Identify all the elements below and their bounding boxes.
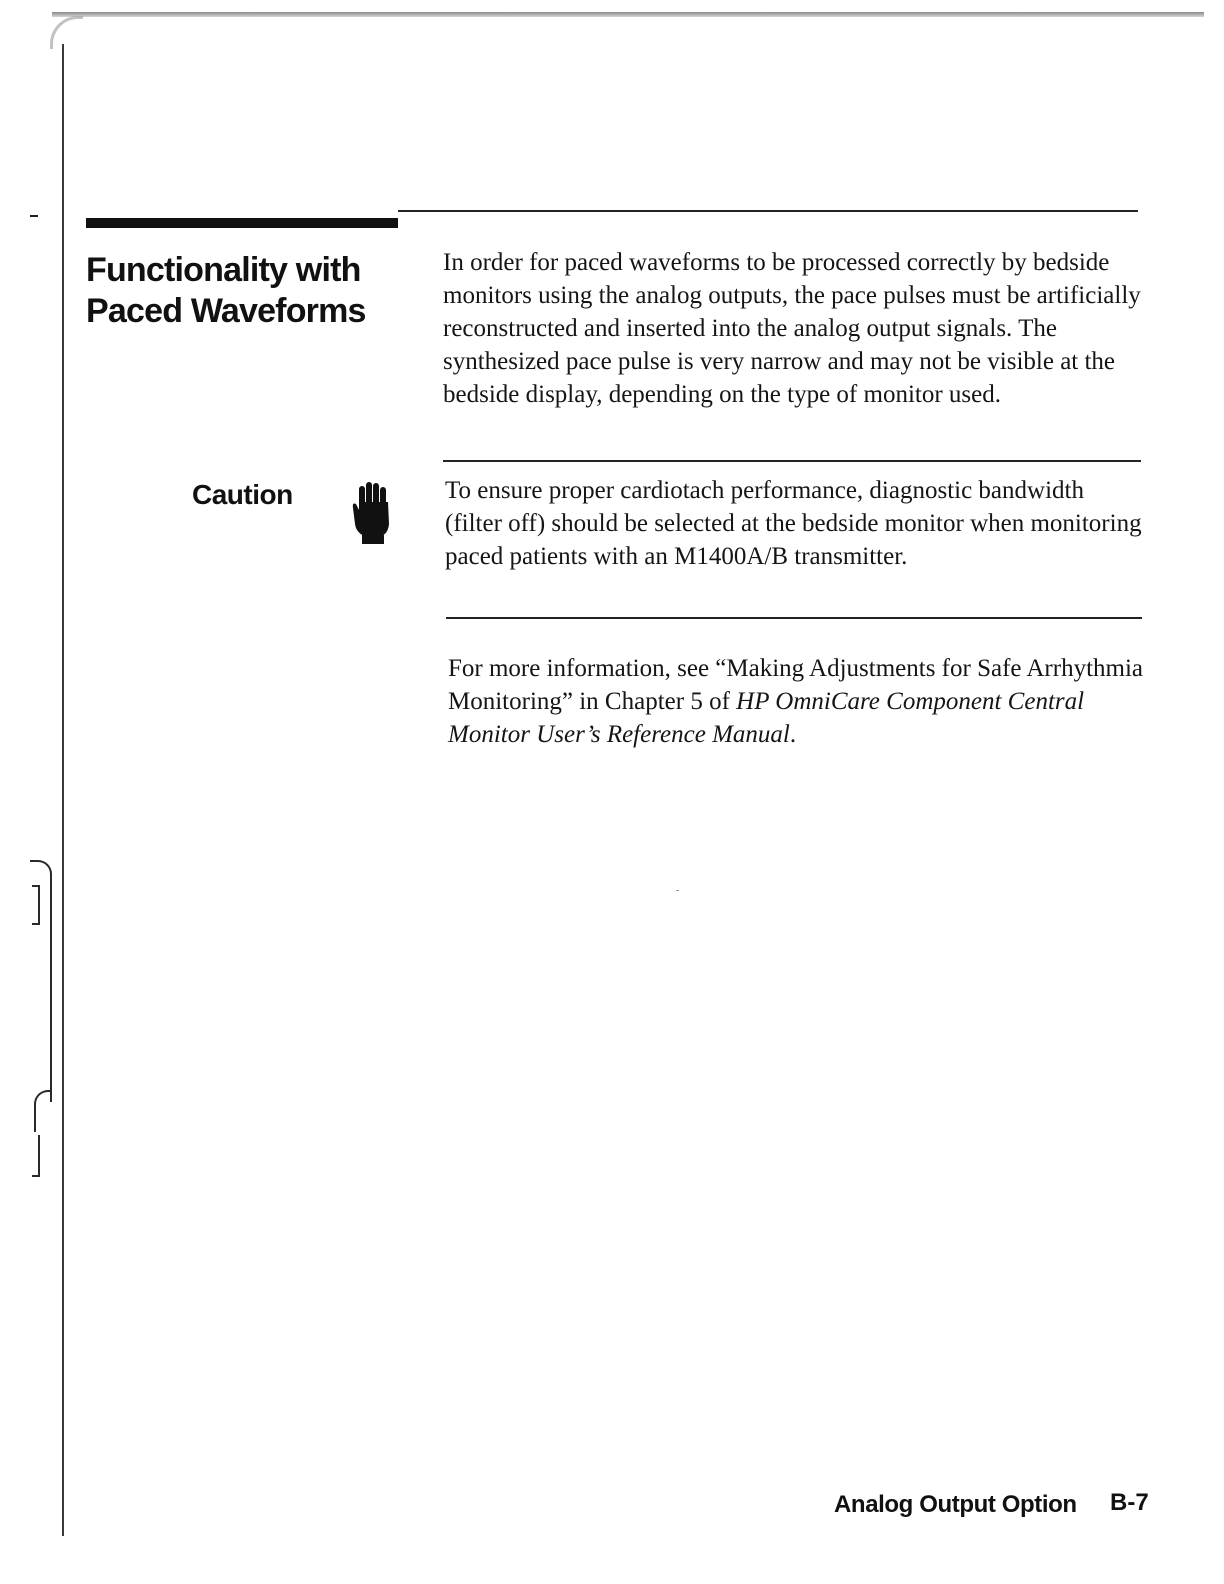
caution-rule-bottom <box>446 617 1142 619</box>
page-top-edge <box>52 12 1204 17</box>
left-margin-rule <box>62 44 64 1536</box>
binder-bracket-mark <box>32 1135 40 1177</box>
section-heading <box>86 250 406 332</box>
page-number: B-7 <box>1110 1489 1149 1516</box>
footer-section-title: Analog Output Option <box>834 1491 1077 1518</box>
manual-title: HP OmniCare Component Central Monitor User’s Reference Manual <box>448 688 1085 748</box>
more-info-suffix: . <box>789 721 797 748</box>
intro-paragraph: In order for paced waveforms to be processed correctly by bedside monitors using the analog outputs, the pace pulses must be artificially reconstructed and inserted into the analog output signals. The synthesized pace pulse is very narrow and may not be visible at the bedside display, depending on the type of monitor used. <box>443 249 1141 408</box>
page-corner-curl <box>50 16 83 49</box>
hand-stop-icon <box>348 480 394 546</box>
more-info-paragraph <box>448 652 1158 751</box>
caution-label: Caution <box>192 479 293 510</box>
margin-dash-mark <box>30 215 38 217</box>
heading-line-1: Functionality with <box>86 251 361 289</box>
binder-bracket-mark <box>34 1090 50 1132</box>
section-bar <box>86 218 398 228</box>
binder-bracket-mark <box>32 885 40 925</box>
scan-speck <box>676 890 679 891</box>
caution-text: To ensure proper cardiotach performance, diagnostic bandwidth (filter off) should be selected at the bedside monitor when monitoring paced patients with an M1400A/B transmitter. <box>445 477 1142 570</box>
more-info-text: For more information, see “Making Adjustments for Safe Arrhythmia Monitoring” in Chapter 5 of <box>448 655 1144 715</box>
caution-rule-top <box>443 460 1141 462</box>
section-rule <box>398 210 1138 212</box>
heading-line-2: Paced Waveforms <box>86 292 366 330</box>
